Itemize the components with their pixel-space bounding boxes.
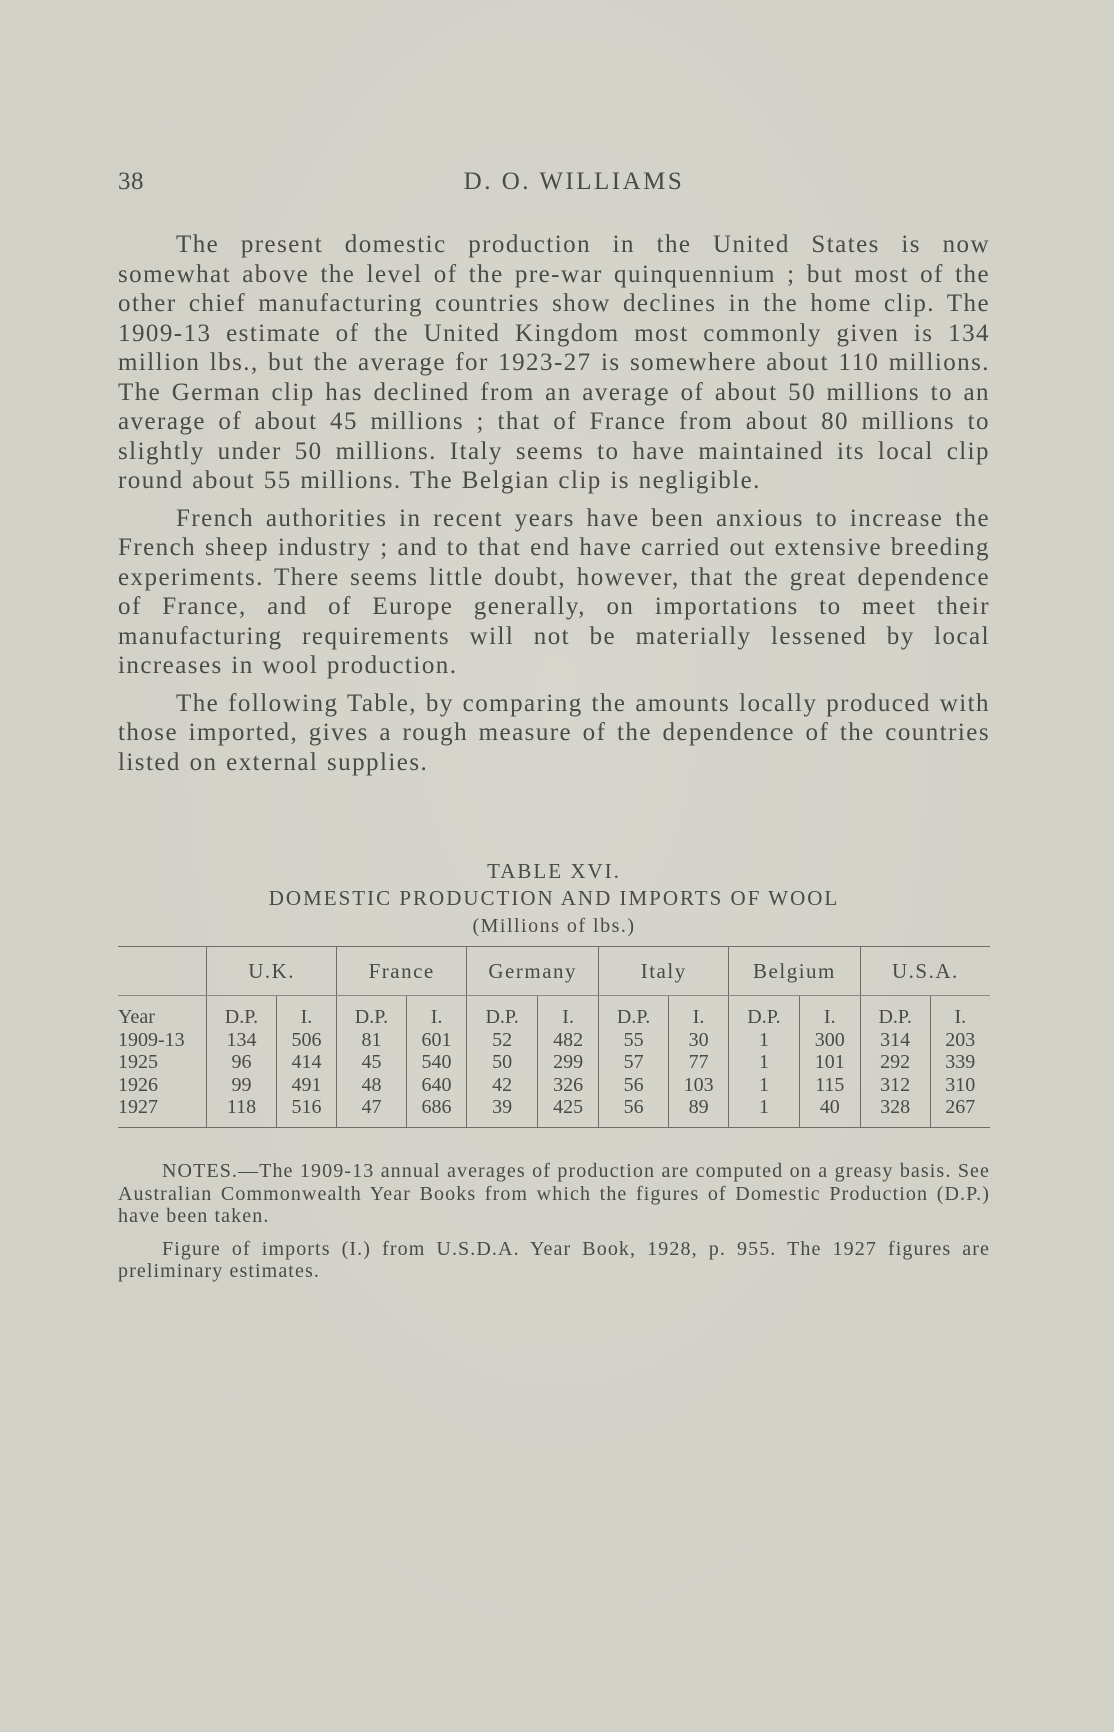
table-notes: [118, 1160, 990, 1293]
row-year: 1926: [118, 1073, 158, 1096]
page-number: 38: [118, 168, 144, 195]
cell-germany-dp: 42: [467, 1074, 538, 1097]
table-block: [118, 858, 990, 1128]
dp-column-header: D.P.: [467, 996, 538, 1029]
dp-column-header: D.P.: [337, 996, 407, 1029]
year-column-header: Year: [118, 1006, 155, 1028]
cell-usa-imports: 203: [930, 1029, 990, 1052]
table-row: [118, 1096, 990, 1127]
country-header-uk: U.K.: [207, 947, 337, 996]
cell-usa-imports: 310: [930, 1074, 990, 1097]
paragraph-domestic-production: The present domestic production in the United States is now somewhat above the level of the pre-war quinquennium ; but most of the other chief manufacturing countries show declines in the home clip. The 1909-13 estimate of the United Kingdom most commonly given is 134 million lbs., but the average for 1923-27 is somewhere about 110 millions. The German clip has declined from an average of about 50 millions to an average of about 45 millions ; that of France from about 80 millions to slightly under 50 millions. Italy seems to have maintained its local clip round about 55 millions. The Belgian clip is negligible.: [118, 231, 990, 494]
cell-italy-imports: 89: [668, 1096, 728, 1127]
cell-uk-imports: 491: [276, 1074, 336, 1097]
cell-france-imports: 640: [406, 1074, 466, 1097]
cell-belgium-dp: 1: [729, 1051, 800, 1074]
author-heading: D. O. WILLIAMS: [463, 168, 685, 195]
dp-column-header: D.P.: [599, 996, 669, 1029]
cell-belgium-imports: 40: [799, 1096, 860, 1127]
cell-germany-dp: 50: [467, 1051, 538, 1074]
cell-germany-dp: 39: [467, 1096, 538, 1127]
table-row: [118, 1074, 990, 1097]
imports-column-header: I.: [538, 996, 599, 1029]
cell-germany-imports: 326: [538, 1074, 599, 1097]
cell-belgium-imports: 300: [799, 1029, 860, 1052]
table-unit: (Millions of lbs.): [472, 915, 636, 937]
cell-france-dp: 47: [337, 1096, 407, 1127]
cell-germany-imports: 425: [538, 1096, 599, 1127]
dp-column-header: D.P.: [207, 996, 277, 1029]
cell-usa-dp: 292: [860, 1051, 930, 1074]
dp-column-header: D.P.: [729, 996, 800, 1029]
table-title: DOMESTIC PRODUCTION AND IMPORTS OF WOOL: [268, 886, 840, 910]
cell-france-imports: 686: [406, 1096, 466, 1127]
country-header-row: [118, 947, 990, 996]
cell-usa-imports: 339: [930, 1051, 990, 1074]
cell-uk-dp: 118: [207, 1096, 277, 1127]
cell-uk-imports: 414: [276, 1051, 336, 1074]
cell-italy-dp: 56: [599, 1074, 669, 1097]
body-text: [118, 230, 990, 785]
cell-uk-dp: 134: [207, 1029, 277, 1052]
row-year: 1909-13: [118, 1028, 185, 1051]
row-year: 1925: [118, 1051, 158, 1073]
cell-germany-imports: 482: [538, 1029, 599, 1052]
running-head: [118, 168, 990, 204]
cell-france-imports: 601: [406, 1029, 466, 1052]
imports-column-header: I.: [406, 996, 466, 1029]
row-year: 1927: [118, 1096, 207, 1127]
cell-germany-imports: 299: [538, 1051, 599, 1074]
cell-italy-imports: 103: [668, 1074, 728, 1097]
cell-france-imports: 540: [406, 1051, 466, 1074]
cell-usa-imports: 267: [930, 1096, 990, 1127]
cell-italy-dp: 56: [599, 1096, 669, 1127]
country-header-usa: U.S.A.: [860, 947, 990, 996]
cell-belgium-dp: 1: [729, 1029, 800, 1052]
imports-column-header: I.: [276, 996, 336, 1029]
cell-uk-dp: 96: [207, 1051, 277, 1074]
country-header-france: France: [337, 947, 467, 996]
table-row: [118, 1051, 990, 1074]
cell-uk-imports: 506: [276, 1029, 336, 1052]
cell-belgium-imports: 115: [799, 1074, 860, 1097]
paragraph-french-authorities: French authorities in recent years have been anxious to increase the French sheep industry ; and to that end have carried out extensive breeding experiments. There seems little doubt, however, that the great dependence of France, and of Europe generally, on importations to meet their manufacturing requirements will not be materially lessened by local increases in wool production.: [118, 504, 990, 679]
column-subheader-row: [118, 996, 990, 1029]
cell-usa-dp: 314: [860, 1029, 930, 1052]
cell-uk-imports: 516: [276, 1096, 336, 1127]
cell-france-dp: 45: [337, 1051, 407, 1074]
wool-table: [118, 946, 990, 1128]
imports-column-header: I.: [930, 996, 990, 1029]
cell-italy-imports: 77: [668, 1051, 728, 1074]
table-row: [118, 1029, 990, 1052]
header-corner: [118, 947, 207, 996]
imports-column-header: I.: [668, 996, 728, 1029]
note-production-basis: NOTES.—The 1909-13 annual averages of production are computed on a greasy basis. See Australian Commonwealth Year Books from which the figures of Domestic Production (D.P.) have been taken.: [118, 1160, 990, 1227]
paragraph-table-intro: The following Table, by comparing the amounts locally produced with those imported, gives a rough measure of the dependence of the countries listed on external supplies.: [118, 689, 990, 776]
cell-usa-dp: 312: [860, 1074, 930, 1097]
imports-column-header: I.: [799, 996, 860, 1029]
table-number: TABLE XVI.: [487, 859, 621, 883]
cell-italy-dp: 55: [599, 1029, 669, 1052]
country-header-germany: Germany: [467, 947, 599, 996]
cell-france-dp: 48: [337, 1074, 407, 1097]
cell-france-dp: 81: [337, 1029, 407, 1052]
cell-belgium-dp: 1: [729, 1096, 800, 1127]
note-imports-source: Figure of imports (I.) from U.S.D.A. Year Book, 1928, p. 955. The 1927 figures are preliminary estimates.: [118, 1237, 990, 1282]
cell-usa-dp: 328: [860, 1096, 930, 1127]
country-header-italy: Italy: [599, 947, 729, 996]
cell-italy-imports: 30: [668, 1029, 728, 1052]
country-header-belgium: Belgium: [729, 947, 861, 996]
cell-italy-dp: 57: [599, 1051, 669, 1074]
cell-germany-dp: 52: [467, 1029, 538, 1052]
cell-uk-dp: 99: [207, 1074, 277, 1097]
dp-column-header: D.P.: [860, 996, 930, 1029]
cell-belgium-imports: 101: [799, 1051, 860, 1074]
cell-belgium-dp: 1: [729, 1074, 800, 1097]
